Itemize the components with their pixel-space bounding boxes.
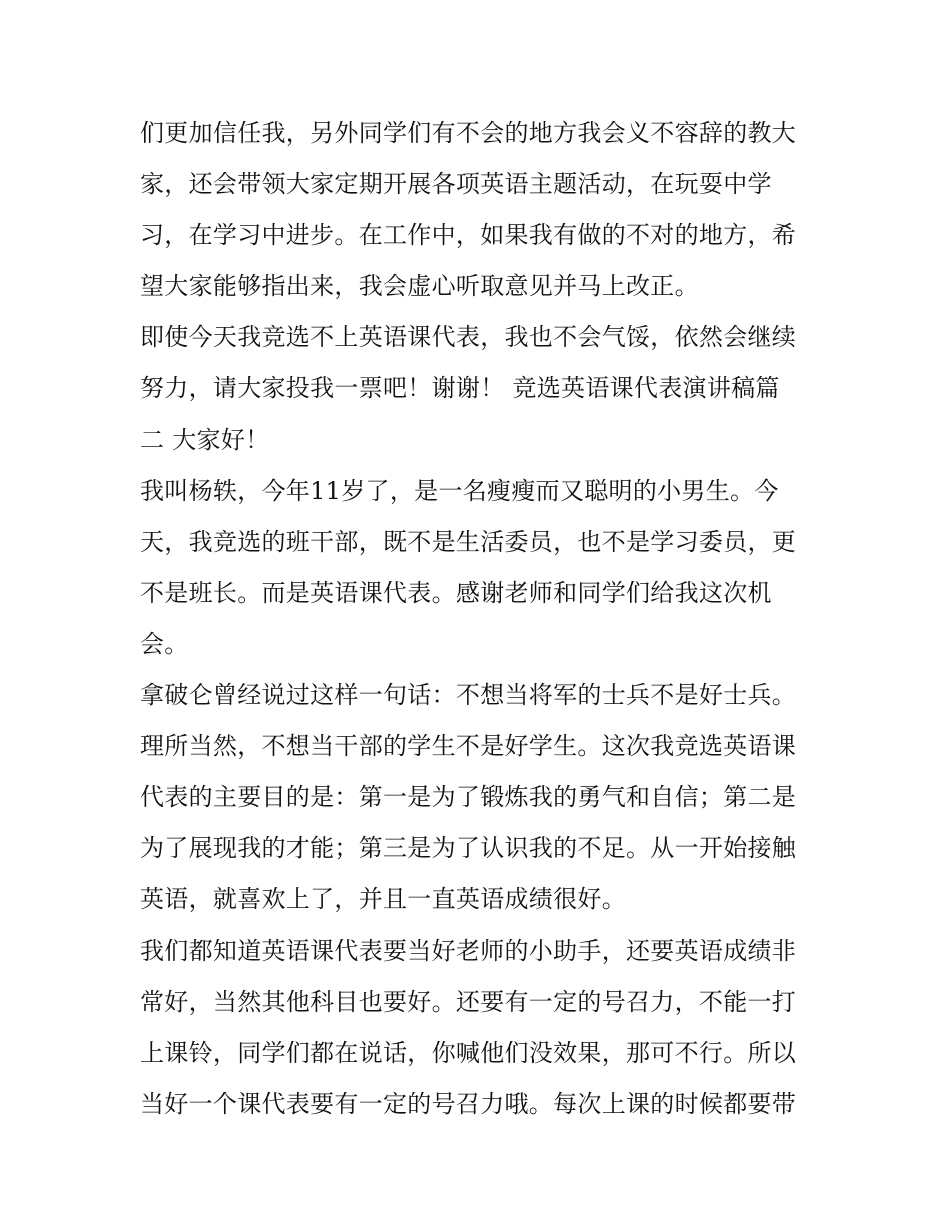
- text-line-2: 家，还会带领大家定期开展各项英语主题活动，在玩耍中学: [140, 170, 772, 199]
- text-line-17: 我们都知道英语课代表要当好老师的小助手，还要英语成绩非: [140, 936, 797, 965]
- text-line-5: 即使今天我竞选不上英语课代表，我也不会气馁，依然会继续: [140, 323, 797, 352]
- text-line-12: 拿破仑曾经说过这样一句话：不想当将军的士兵不是好士兵。: [140, 681, 797, 710]
- text-line-7: 二 大家好！: [140, 425, 270, 454]
- text-line-19: 上课铃，同学们都在说话，你喊他们没效果，那可不行。所以: [140, 1038, 797, 1067]
- text-line-16: 英语，就喜欢上了，并且一直英语成绩很好。: [140, 885, 626, 914]
- text-line-9: 天，我竞选的班干部，既不是生活委员，也不是学习委员，更: [140, 527, 797, 556]
- text-line-3: 习，在学习中进步。在工作中，如果我有做的不对的地方，希: [140, 221, 797, 250]
- text-line-6: 努力，请大家投我一票吧！谢谢！ 竞选英语课代表演讲稿篇: [140, 374, 780, 403]
- text-line-20: 当好一个课代表要有一定的号召力哦。每次上课的时候都要带: [140, 1089, 797, 1118]
- text-line-18: 常好，当然其他科目也要好。还要有一定的号召力，不能一打: [140, 987, 797, 1016]
- text-line-15: 为了展现我的才能；第三是为了认识我的不足。从一开始接触: [140, 834, 797, 863]
- text-line-4: 望大家能够指出来，我会虚心听取意见并马上改正。: [140, 272, 699, 301]
- text-line-8: 我叫杨轶，今年11岁了，是一名瘦瘦而又聪明的小男生。今: [140, 476, 779, 505]
- text-line-1: 们更加信任我，另外同学们有不会的地方我会义不容辞的教大: [140, 119, 797, 147]
- text-line-14: 代表的主要目的是：第一是为了锻炼我的勇气和自信；第二是: [140, 783, 797, 812]
- speech-text: [140, 108, 820, 1130]
- text-line-11: 会。: [140, 629, 189, 658]
- text-line-13: 理所当然，不想当干部的学生不是好学生。这次我竞选英语课: [140, 732, 797, 761]
- text-line-10: 不是班长。而是英语课代表。感谢老师和同学们给我这次机: [140, 578, 772, 607]
